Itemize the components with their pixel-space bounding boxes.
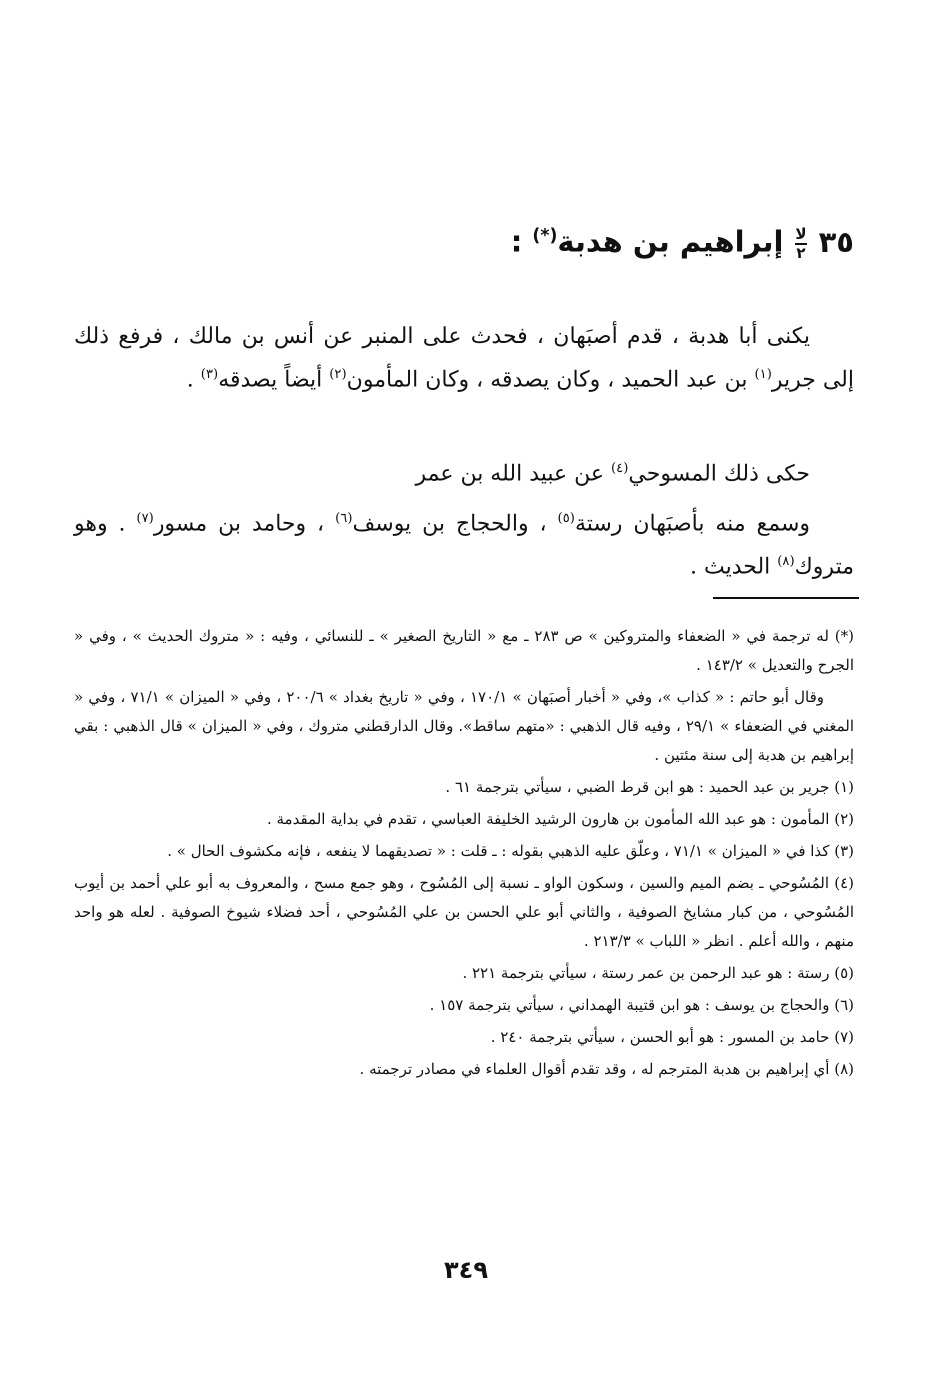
body-text: وسمع منه بأصبَهان رستة <box>574 511 810 537</box>
footnote-ref: (٦) <box>335 511 353 526</box>
footnote-2: (٢) المأمون : هو عبد الله المأمون بن هارون الرشيد الخليفة العباسي ، تقدم في بداية المقدمة . <box>266 810 854 828</box>
footnotes <box>74 622 854 1087</box>
footnote-8: (٨) أي إبراهيم بن هدبة المترجم له ، وقد تقدم أقوال العلماء في مصادر ترجمته . <box>359 1060 854 1078</box>
body-text: . وهو متروك <box>74 511 854 580</box>
body-text: يكنى أبا هدبة ، قدم أصبَهان ، فحدث على المنبر عن أنس بن مالك ، فرفع ذلك إلى جرير <box>74 324 854 393</box>
footnote-ref: (٨) <box>777 554 795 570</box>
body-text: ، وحامد بن مسور <box>153 511 336 537</box>
footnote-ref: (٧) <box>136 511 154 526</box>
body-paragraph-1 <box>74 318 854 399</box>
footnote-7: (٧) حامد بن المسور : هو أبو الحسن ، سيأتي بترجمة ٢٤٠ . <box>490 1028 854 1046</box>
footnote-ref: (٣) <box>200 367 219 382</box>
footnote-star: (*) له ترجمة في « الضعفاء والمتروكين » ص ٢٨٣ ـ مع « التاريخ الصغير » ـ للنسائي ، وفيه : « متروك الحديث » ، وفي « الجرح والتعديل » ١٤٣/٢ . <box>74 627 854 674</box>
entry-symbol-bottom: ٢ <box>796 243 806 262</box>
footnote-4: (٤) المُسُوحي ـ بضم الميم والسين ، وسكون الواو ـ نسبة إلى المُسُوح ، وهو جمع مسح ، والمعروف به أبو علي أحمد بن أيوب المُسُوحي ، من كبار مشايخ الصوفية ، والثاني أبو علي الحسن بن علي المُسُوحي ، أحد فضلاء شيوخ الصوفية . لعله هو واحد منهم ، والله أعلم . انظر « اللباب » ٢١٣/٣ . <box>74 874 854 950</box>
footnote-3: (٣) كذا في « الميزان » ٧١/١ ، وعلّق عليه الذهبي بقوله : ـ قلت : « تصديقهما لا ينفعه ، فإنه مكشوف الحال » . <box>167 842 854 860</box>
entry-symbol <box>795 224 807 262</box>
body-text: الحديث . <box>689 554 778 580</box>
body-text: ، والحجاج بن يوسف <box>352 511 558 537</box>
body-text: عن عبيد الله بن عمر <box>415 461 612 487</box>
body-text: حكى ذلك المسوحي <box>628 461 810 487</box>
body-paragraph-3 <box>74 500 854 587</box>
body-text: بن عبد الحميد ، وكان يصدقه ، وكان المأمون <box>346 367 755 393</box>
footnote-ref: (٢) <box>329 367 347 382</box>
footnote-ref: (١) <box>754 367 772 382</box>
body-paragraph-2 <box>74 450 854 493</box>
footnote-separator <box>713 597 859 599</box>
footnote-star-continued: وقال أبو حاتم : « كذاب »، وفي « أخبار أصبَهان » ١٧٠/١ ، وفي « تاريخ بغداد » ٢٠٠/٦ ، وفي « الميزان » ٧١/١ ، وفي « المغني في الضعفاء » ٢٩/١ ، وفيه قال الذهبي : «متهم ساقط». وقال الدارقطني متروك ، وفي « الميزان » قال الذهبي : بقي إبراهيم بن هدبة إلى سنة مئتين . <box>74 688 854 764</box>
entry-colon: : <box>510 224 523 259</box>
footnote-1: (١) جرير بن عبد الحميد : هو ابن قرط الضبي ، سيأتي بترجمة ٦١ . <box>445 778 854 796</box>
entry-heading <box>74 214 854 264</box>
entry-number: ٣٥ <box>818 224 854 259</box>
footnote-6: (٦) والحجاج بن يوسف : هو ابن قتيبة الهمداني ، سيأتي بترجمة ١٥٧ . <box>429 996 854 1014</box>
footnote-ref: (٥) <box>557 511 575 526</box>
body-text: أيضاً يصدقه <box>218 367 330 393</box>
page-number: ٣٤٩ <box>444 1256 488 1284</box>
footnote-5: (٥) رستة : هو عبد الرحمن بن عمر رستة ، سيأتي بترجمة ٢٢١ . <box>462 964 854 982</box>
footnote-ref: (٤) <box>611 461 629 476</box>
entry-name: إبراهيم بن هدبة <box>557 224 784 259</box>
body-text: . <box>186 367 201 393</box>
entry-symbol-top: لا <box>795 224 807 243</box>
entry-footnote-mark: (*) <box>532 226 558 246</box>
